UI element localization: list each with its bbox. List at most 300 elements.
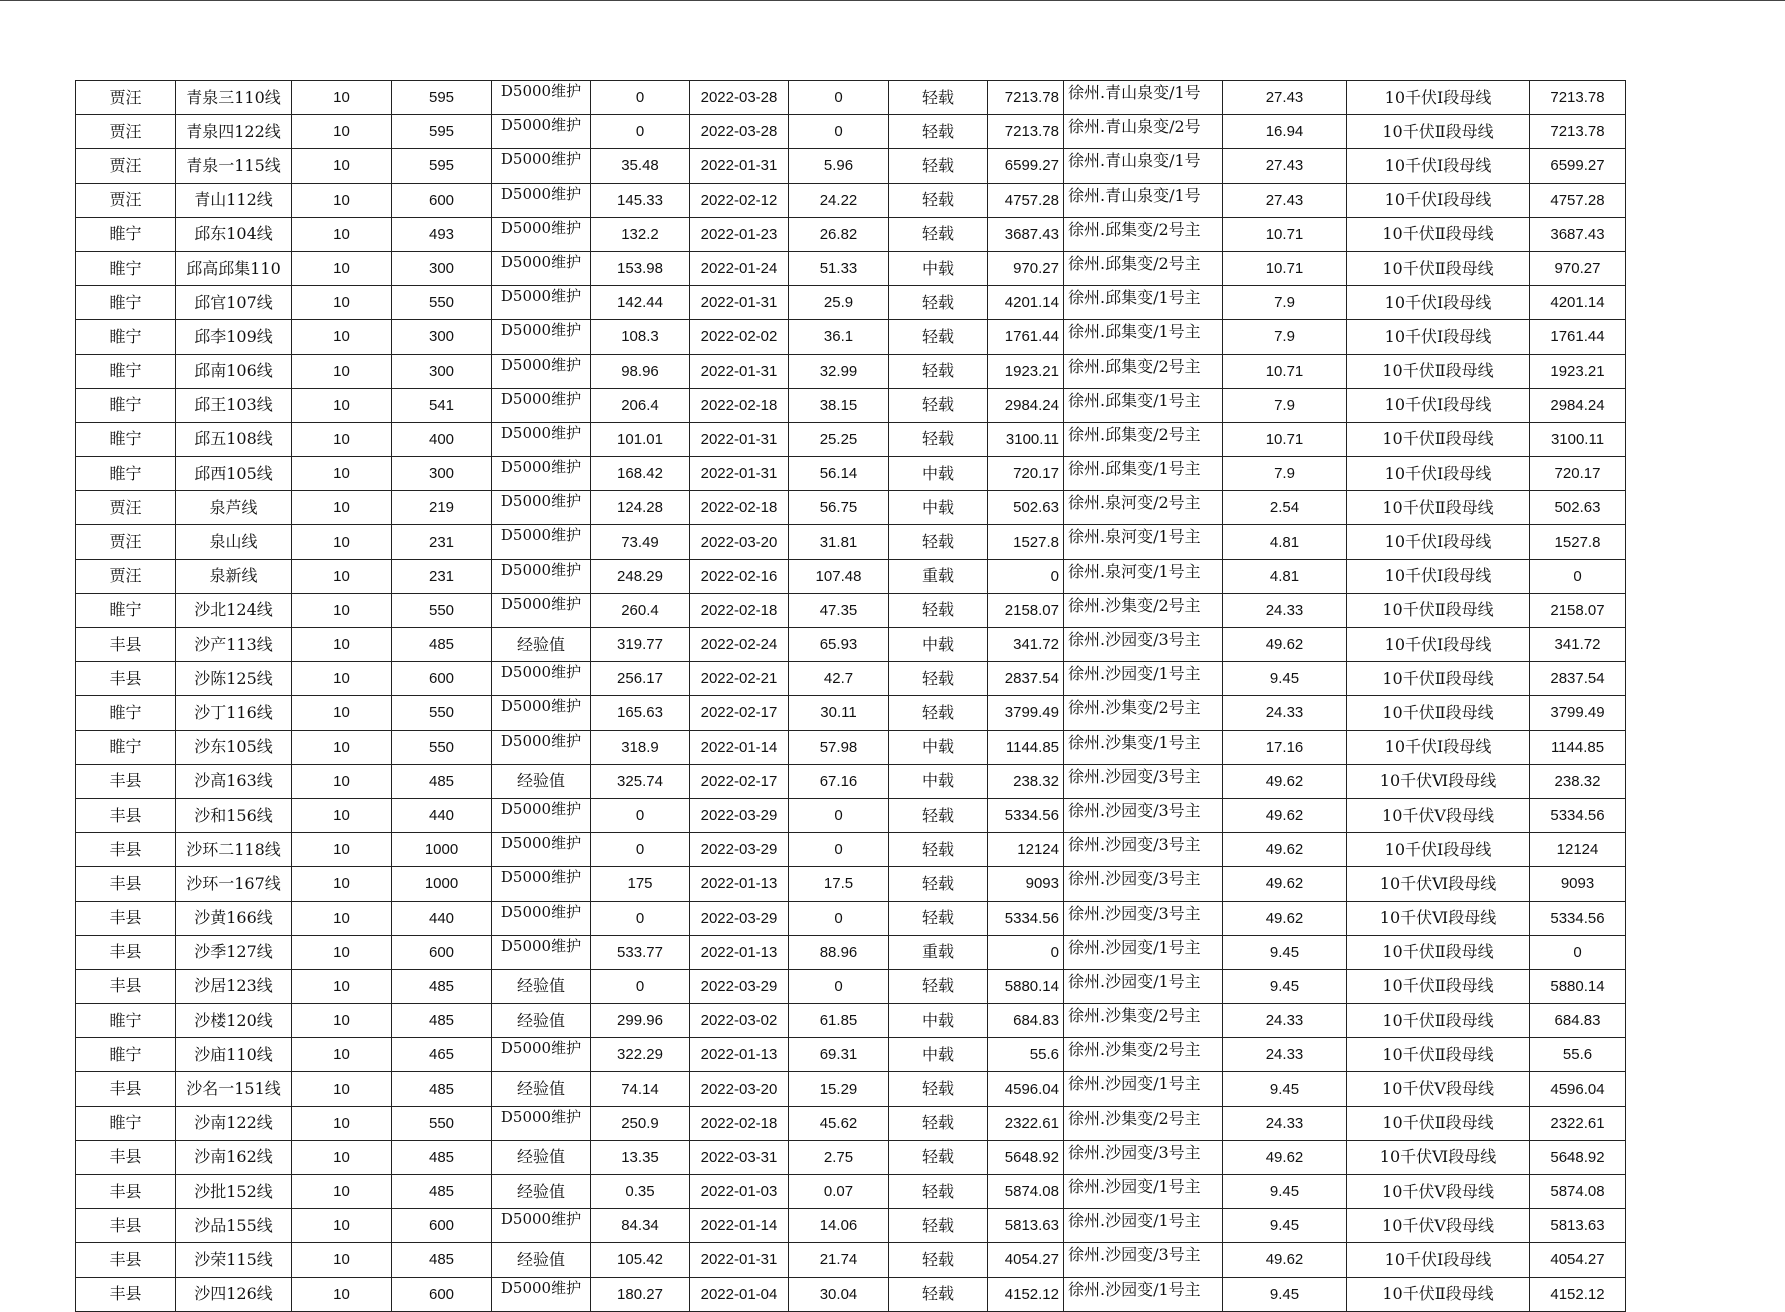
cell-capacity: 1527.8 <box>1530 525 1626 559</box>
cell-available-capacity: 2837.54 <box>988 662 1064 696</box>
cell-voltage: 10 <box>292 388 392 422</box>
cell-rated-current: 485 <box>392 1140 492 1174</box>
cell-district: 睢宁 <box>76 251 176 285</box>
cell-transformer-load-rate: 10.71 <box>1223 354 1347 388</box>
cell-rated-current: 219 <box>392 491 492 525</box>
cell-line-name: 沙居123线 <box>176 969 292 1003</box>
cell-load-level: 中载 <box>889 730 988 764</box>
cell-source: 经验值 <box>492 628 591 662</box>
cell-max-current: 260.4 <box>591 593 690 627</box>
cell-transformer: 徐州.邱集变/1号主 <box>1064 388 1223 422</box>
cell-district: 贾汪 <box>76 559 176 593</box>
cell-line-name: 青泉四122线 <box>176 115 292 149</box>
cell-available-capacity: 502.63 <box>988 491 1064 525</box>
cell-load-rate: 0 <box>789 969 889 1003</box>
cell-date: 2022-01-24 <box>690 251 789 285</box>
cell-rated-current: 485 <box>392 1243 492 1277</box>
cell-transformer: 徐州.邱集变/1号主 <box>1064 457 1223 491</box>
table-row <box>76 422 1626 456</box>
cell-date: 2022-02-18 <box>690 388 789 422</box>
cell-available-capacity: 7213.78 <box>988 81 1064 115</box>
cell-bus-section: 10千伏Ⅱ段母线 <box>1347 491 1530 525</box>
cell-load-level: 轻载 <box>889 183 988 217</box>
cell-rated-current: 231 <box>392 559 492 593</box>
cell-bus-section: 10千伏Ⅰ段母线 <box>1347 730 1530 764</box>
table-row <box>76 1277 1626 1311</box>
table-row <box>76 798 1626 832</box>
cell-capacity: 4596.04 <box>1530 1072 1626 1106</box>
cell-available-capacity: 238.32 <box>988 764 1064 798</box>
cell-district: 丰县 <box>76 935 176 969</box>
cell-line-name: 沙名一151线 <box>176 1072 292 1106</box>
cell-bus-section: 10千伏Ⅰ段母线 <box>1347 833 1530 867</box>
cell-date: 2022-03-28 <box>690 115 789 149</box>
cell-source: D5000维护 <box>492 798 591 832</box>
cell-rated-current: 300 <box>392 354 492 388</box>
cell-available-capacity: 2984.24 <box>988 388 1064 422</box>
cell-load-level: 中载 <box>889 251 988 285</box>
cell-source: D5000维护 <box>492 217 591 251</box>
cell-available-capacity: 970.27 <box>988 251 1064 285</box>
cell-line-name: 邱高邱集110 <box>176 251 292 285</box>
cell-capacity: 5813.63 <box>1530 1209 1626 1243</box>
cell-transformer: 徐州.邱集变/1号主 <box>1064 320 1223 354</box>
cell-load-rate: 51.33 <box>789 251 889 285</box>
cell-line-name: 沙楼120线 <box>176 1004 292 1038</box>
cell-rated-current: 485 <box>392 628 492 662</box>
cell-voltage: 10 <box>292 798 392 832</box>
cell-transformer-load-rate: 7.9 <box>1223 457 1347 491</box>
cell-date: 2022-03-29 <box>690 833 789 867</box>
cell-voltage: 10 <box>292 286 392 320</box>
cell-voltage: 10 <box>292 354 392 388</box>
cell-load-level: 重载 <box>889 935 988 969</box>
table-row <box>76 730 1626 764</box>
cell-load-level: 轻载 <box>889 1072 988 1106</box>
cell-voltage: 10 <box>292 1106 392 1140</box>
cell-load-level: 轻载 <box>889 149 988 183</box>
cell-max-current: 168.42 <box>591 457 690 491</box>
cell-bus-section: 10千伏Ⅱ段母线 <box>1347 696 1530 730</box>
cell-date: 2022-02-18 <box>690 491 789 525</box>
cell-transformer: 徐州.沙园变/3号主 <box>1064 628 1223 662</box>
cell-rated-current: 600 <box>392 1209 492 1243</box>
cell-available-capacity: 3100.11 <box>988 422 1064 456</box>
cell-transformer: 徐州.青山泉变/1号 <box>1064 81 1223 115</box>
cell-capacity: 1761.44 <box>1530 320 1626 354</box>
cell-transformer: 徐州.沙集变/2号主 <box>1064 1106 1223 1140</box>
cell-source: D5000维护 <box>492 149 591 183</box>
cell-rated-current: 300 <box>392 251 492 285</box>
cell-capacity: 4054.27 <box>1530 1243 1626 1277</box>
cell-district: 丰县 <box>76 1277 176 1311</box>
cell-max-current: 299.96 <box>591 1004 690 1038</box>
cell-load-rate: 65.93 <box>789 628 889 662</box>
table-row <box>76 183 1626 217</box>
cell-available-capacity: 684.83 <box>988 1004 1064 1038</box>
table-row <box>76 1209 1626 1243</box>
cell-district: 贾汪 <box>76 491 176 525</box>
cell-transformer-load-rate: 9.45 <box>1223 935 1347 969</box>
cell-capacity: 4152.12 <box>1530 1277 1626 1311</box>
cell-available-capacity: 1527.8 <box>988 525 1064 559</box>
cell-voltage: 10 <box>292 1209 392 1243</box>
cell-load-rate: 15.29 <box>789 1072 889 1106</box>
table-row <box>76 696 1626 730</box>
cell-source: D5000维护 <box>492 867 591 901</box>
cell-capacity: 55.6 <box>1530 1038 1626 1072</box>
cell-date: 2022-03-29 <box>690 798 789 832</box>
cell-load-rate: 38.15 <box>789 388 889 422</box>
cell-line-name: 邱南106线 <box>176 354 292 388</box>
cell-voltage: 10 <box>292 422 392 456</box>
cell-transformer: 徐州.沙园变/3号主 <box>1064 798 1223 832</box>
cell-available-capacity: 5874.08 <box>988 1175 1064 1209</box>
cell-capacity: 3687.43 <box>1530 217 1626 251</box>
cell-source: D5000维护 <box>492 696 591 730</box>
cell-max-current: 73.49 <box>591 525 690 559</box>
cell-bus-section: 10千伏Ⅰ段母线 <box>1347 1243 1530 1277</box>
cell-rated-current: 550 <box>392 696 492 730</box>
cell-available-capacity: 0 <box>988 935 1064 969</box>
cell-district: 丰县 <box>76 628 176 662</box>
cell-bus-section: 10千伏Ⅱ段母线 <box>1347 354 1530 388</box>
cell-available-capacity: 5813.63 <box>988 1209 1064 1243</box>
cell-load-level: 轻载 <box>889 1209 988 1243</box>
cell-voltage: 10 <box>292 696 392 730</box>
cell-source: D5000维护 <box>492 525 591 559</box>
cell-line-name: 沙东105线 <box>176 730 292 764</box>
cell-bus-section: 10千伏Ⅱ段母线 <box>1347 422 1530 456</box>
cell-rated-current: 300 <box>392 457 492 491</box>
cell-capacity: 7213.78 <box>1530 115 1626 149</box>
cell-load-rate: 0 <box>789 81 889 115</box>
cell-source: D5000维护 <box>492 1209 591 1243</box>
cell-capacity: 5334.56 <box>1530 901 1626 935</box>
cell-bus-section: 10千伏Ⅱ段母线 <box>1347 1277 1530 1311</box>
cell-load-level: 轻载 <box>889 354 988 388</box>
cell-line-name: 邱东104线 <box>176 217 292 251</box>
cell-rated-current: 541 <box>392 388 492 422</box>
cell-transformer-load-rate: 49.62 <box>1223 1243 1347 1277</box>
cell-voltage: 10 <box>292 593 392 627</box>
cell-voltage: 10 <box>292 730 392 764</box>
cell-voltage: 10 <box>292 764 392 798</box>
cell-max-current: 98.96 <box>591 354 690 388</box>
cell-bus-section: 10千伏Ⅵ段母线 <box>1347 1140 1530 1174</box>
cell-date: 2022-01-13 <box>690 935 789 969</box>
cell-rated-current: 550 <box>392 730 492 764</box>
cell-available-capacity: 2158.07 <box>988 593 1064 627</box>
cell-load-level: 轻载 <box>889 798 988 832</box>
cell-rated-current: 485 <box>392 1175 492 1209</box>
cell-line-name: 青泉三110线 <box>176 81 292 115</box>
cell-line-name: 沙季127线 <box>176 935 292 969</box>
cell-load-level: 轻载 <box>889 388 988 422</box>
cell-transformer-load-rate: 49.62 <box>1223 798 1347 832</box>
cell-voltage: 10 <box>292 833 392 867</box>
cell-max-current: 0 <box>591 115 690 149</box>
cell-load-level: 轻载 <box>889 696 988 730</box>
cell-date: 2022-03-20 <box>690 1072 789 1106</box>
cell-transformer-load-rate: 24.33 <box>1223 1106 1347 1140</box>
cell-max-current: 153.98 <box>591 251 690 285</box>
cell-source: D5000维护 <box>492 115 591 149</box>
cell-transformer-load-rate: 27.43 <box>1223 81 1347 115</box>
table-row <box>76 354 1626 388</box>
cell-rated-current: 550 <box>392 1106 492 1140</box>
cell-bus-section: 10千伏Ⅰ段母线 <box>1347 388 1530 422</box>
cell-line-name: 泉新线 <box>176 559 292 593</box>
cell-voltage: 10 <box>292 1175 392 1209</box>
cell-rated-current: 493 <box>392 217 492 251</box>
cell-rated-current: 600 <box>392 1277 492 1311</box>
cell-district: 睢宁 <box>76 286 176 320</box>
cell-load-rate: 17.5 <box>789 867 889 901</box>
cell-load-level: 轻载 <box>889 115 988 149</box>
cell-date: 2022-02-21 <box>690 662 789 696</box>
cell-transformer: 徐州.泉河变/1号主 <box>1064 525 1223 559</box>
cell-load-rate: 67.16 <box>789 764 889 798</box>
cell-line-name: 沙南122线 <box>176 1106 292 1140</box>
cell-voltage: 10 <box>292 1243 392 1277</box>
cell-line-name: 沙四126线 <box>176 1277 292 1311</box>
cell-date: 2022-02-17 <box>690 764 789 798</box>
cell-available-capacity: 1923.21 <box>988 354 1064 388</box>
cell-bus-section: 10千伏Ⅱ段母线 <box>1347 662 1530 696</box>
cell-max-current: 13.35 <box>591 1140 690 1174</box>
cell-source: D5000维护 <box>492 354 591 388</box>
cell-line-name: 青山112线 <box>176 183 292 217</box>
cell-line-name: 沙陈125线 <box>176 662 292 696</box>
cell-date: 2022-02-16 <box>690 559 789 593</box>
table-row <box>76 320 1626 354</box>
cell-transformer: 徐州.沙园变/3号主 <box>1064 764 1223 798</box>
cell-available-capacity: 4757.28 <box>988 183 1064 217</box>
cell-max-current: 165.63 <box>591 696 690 730</box>
cell-source: D5000维护 <box>492 833 591 867</box>
cell-transformer: 徐州.邱集变/2号主 <box>1064 422 1223 456</box>
cell-district: 睢宁 <box>76 388 176 422</box>
cell-load-level: 轻载 <box>889 525 988 559</box>
cell-available-capacity: 0 <box>988 559 1064 593</box>
cell-voltage: 10 <box>292 525 392 559</box>
table-row <box>76 969 1626 1003</box>
cell-transformer: 徐州.沙园变/1号主 <box>1064 662 1223 696</box>
cell-available-capacity: 3687.43 <box>988 217 1064 251</box>
cell-bus-section: 10千伏Ⅰ段母线 <box>1347 149 1530 183</box>
table-row <box>76 457 1626 491</box>
cell-line-name: 沙和156线 <box>176 798 292 832</box>
cell-bus-section: 10千伏Ⅱ段母线 <box>1347 217 1530 251</box>
cell-rated-current: 485 <box>392 1072 492 1106</box>
cell-load-level: 轻载 <box>889 1277 988 1311</box>
table-row <box>76 901 1626 935</box>
cell-bus-section: 10千伏Ⅰ段母线 <box>1347 628 1530 662</box>
cell-transformer: 徐州.邱集变/2号主 <box>1064 217 1223 251</box>
cell-bus-section: 10千伏Ⅱ段母线 <box>1347 1038 1530 1072</box>
cell-load-rate: 31.81 <box>789 525 889 559</box>
cell-voltage: 10 <box>292 969 392 1003</box>
cell-date: 2022-01-13 <box>690 867 789 901</box>
cell-transformer-load-rate: 49.62 <box>1223 628 1347 662</box>
cell-transformer: 徐州.泉河变/2号主 <box>1064 491 1223 525</box>
cell-transformer: 徐州.青山泉变/2号 <box>1064 115 1223 149</box>
table-row <box>76 217 1626 251</box>
cell-rated-current: 440 <box>392 798 492 832</box>
cell-line-name: 邱西105线 <box>176 457 292 491</box>
table-row <box>76 149 1626 183</box>
cell-transformer-load-rate: 7.9 <box>1223 286 1347 320</box>
table-row <box>76 1004 1626 1038</box>
cell-voltage: 10 <box>292 662 392 696</box>
cell-voltage: 10 <box>292 115 392 149</box>
cell-load-level: 轻载 <box>889 1243 988 1277</box>
cell-rated-current: 400 <box>392 422 492 456</box>
cell-line-name: 沙环一167线 <box>176 867 292 901</box>
cell-capacity: 684.83 <box>1530 1004 1626 1038</box>
cell-capacity: 9093 <box>1530 867 1626 901</box>
cell-load-rate: 36.1 <box>789 320 889 354</box>
cell-rated-current: 300 <box>392 320 492 354</box>
cell-capacity: 4757.28 <box>1530 183 1626 217</box>
cell-voltage: 10 <box>292 217 392 251</box>
cell-load-rate: 0 <box>789 798 889 832</box>
cell-source: D5000维护 <box>492 491 591 525</box>
cell-capacity: 502.63 <box>1530 491 1626 525</box>
cell-available-capacity: 4152.12 <box>988 1277 1064 1311</box>
cell-date: 2022-01-23 <box>690 217 789 251</box>
cell-rated-current: 595 <box>392 81 492 115</box>
cell-source: D5000维护 <box>492 730 591 764</box>
cell-transformer: 徐州.沙园变/1号主 <box>1064 1072 1223 1106</box>
cell-capacity: 4201.14 <box>1530 286 1626 320</box>
cell-load-level: 中载 <box>889 764 988 798</box>
cell-capacity: 3100.11 <box>1530 422 1626 456</box>
cell-load-level: 轻载 <box>889 1140 988 1174</box>
cell-date: 2022-03-29 <box>690 969 789 1003</box>
cell-source: D5000维护 <box>492 388 591 422</box>
cell-source: 经验值 <box>492 969 591 1003</box>
cell-district: 睢宁 <box>76 354 176 388</box>
cell-rated-current: 600 <box>392 662 492 696</box>
cell-max-current: 256.17 <box>591 662 690 696</box>
cell-transformer: 徐州.沙园变/3号主 <box>1064 1243 1223 1277</box>
cell-district: 睢宁 <box>76 1038 176 1072</box>
cell-date: 2022-01-13 <box>690 1038 789 1072</box>
cell-district: 贾汪 <box>76 149 176 183</box>
cell-load-rate: 69.31 <box>789 1038 889 1072</box>
cell-load-level: 轻载 <box>889 593 988 627</box>
cell-date: 2022-03-28 <box>690 81 789 115</box>
cell-source: D5000维护 <box>492 662 591 696</box>
cell-district: 丰县 <box>76 798 176 832</box>
cell-available-capacity: 5880.14 <box>988 969 1064 1003</box>
cell-district: 睢宁 <box>76 320 176 354</box>
cell-voltage: 10 <box>292 1140 392 1174</box>
cell-load-rate: 0.07 <box>789 1175 889 1209</box>
cell-transformer: 徐州.沙集变/2号主 <box>1064 1004 1223 1038</box>
cell-available-capacity: 5334.56 <box>988 798 1064 832</box>
cell-voltage: 10 <box>292 1004 392 1038</box>
cell-load-rate: 45.62 <box>789 1106 889 1140</box>
cell-date: 2022-01-31 <box>690 354 789 388</box>
cell-load-rate: 25.9 <box>789 286 889 320</box>
cell-transformer-load-rate: 27.43 <box>1223 183 1347 217</box>
cell-load-level: 中载 <box>889 628 988 662</box>
cell-bus-section: 10千伏Ⅵ段母线 <box>1347 867 1530 901</box>
cell-load-level: 轻载 <box>889 662 988 696</box>
cell-transformer-load-rate: 9.45 <box>1223 1277 1347 1311</box>
cell-load-level: 轻载 <box>889 1106 988 1140</box>
cell-rated-current: 485 <box>392 969 492 1003</box>
cell-bus-section: 10千伏Ⅰ段母线 <box>1347 286 1530 320</box>
feeder-load-table <box>75 80 1626 1312</box>
cell-max-current: 0.35 <box>591 1175 690 1209</box>
cell-district: 睢宁 <box>76 217 176 251</box>
cell-load-rate: 56.75 <box>789 491 889 525</box>
cell-source: D5000维护 <box>492 457 591 491</box>
cell-load-rate: 0 <box>789 901 889 935</box>
cell-rated-current: 1000 <box>392 867 492 901</box>
cell-date: 2022-02-18 <box>690 593 789 627</box>
cell-load-level: 轻载 <box>889 1175 988 1209</box>
cell-capacity: 5874.08 <box>1530 1175 1626 1209</box>
cell-max-current: 0 <box>591 798 690 832</box>
cell-source: 经验值 <box>492 1243 591 1277</box>
cell-available-capacity: 5648.92 <box>988 1140 1064 1174</box>
table-row <box>76 1243 1626 1277</box>
cell-line-name: 邱官107线 <box>176 286 292 320</box>
cell-transformer-load-rate: 2.54 <box>1223 491 1347 525</box>
cell-bus-section: 10千伏Ⅱ段母线 <box>1347 969 1530 1003</box>
cell-load-rate: 5.96 <box>789 149 889 183</box>
cell-bus-section: 10千伏Ⅱ段母线 <box>1347 1004 1530 1038</box>
cell-source: D5000维护 <box>492 1277 591 1311</box>
cell-line-name: 泉芦线 <box>176 491 292 525</box>
cell-district: 丰县 <box>76 662 176 696</box>
cell-voltage: 10 <box>292 1072 392 1106</box>
cell-transformer-load-rate: 24.33 <box>1223 1038 1347 1072</box>
cell-capacity: 6599.27 <box>1530 149 1626 183</box>
cell-transformer-load-rate: 24.33 <box>1223 593 1347 627</box>
cell-bus-section: 10千伏Ⅵ段母线 <box>1347 764 1530 798</box>
cell-date: 2022-01-03 <box>690 1175 789 1209</box>
cell-transformer: 徐州.邱集变/2号主 <box>1064 251 1223 285</box>
cell-bus-section: 10千伏Ⅰ段母线 <box>1347 183 1530 217</box>
cell-available-capacity: 4054.27 <box>988 1243 1064 1277</box>
cell-district: 丰县 <box>76 969 176 1003</box>
cell-max-current: 180.27 <box>591 1277 690 1311</box>
cell-max-current: 132.2 <box>591 217 690 251</box>
cell-rated-current: 485 <box>392 764 492 798</box>
cell-transformer-load-rate: 49.62 <box>1223 833 1347 867</box>
cell-load-rate: 107.48 <box>789 559 889 593</box>
cell-line-name: 沙产113线 <box>176 628 292 662</box>
cell-date: 2022-01-31 <box>690 286 789 320</box>
cell-transformer-load-rate: 4.81 <box>1223 525 1347 559</box>
cell-max-current: 175 <box>591 867 690 901</box>
cell-transformer: 徐州.邱集变/1号主 <box>1064 286 1223 320</box>
table-row <box>76 286 1626 320</box>
cell-transformer-load-rate: 17.16 <box>1223 730 1347 764</box>
cell-transformer: 徐州.沙园变/1号主 <box>1064 935 1223 969</box>
cell-load-level: 轻载 <box>889 867 988 901</box>
cell-rated-current: 550 <box>392 593 492 627</box>
cell-district: 贾汪 <box>76 183 176 217</box>
cell-transformer-load-rate: 24.33 <box>1223 696 1347 730</box>
cell-capacity: 2322.61 <box>1530 1106 1626 1140</box>
